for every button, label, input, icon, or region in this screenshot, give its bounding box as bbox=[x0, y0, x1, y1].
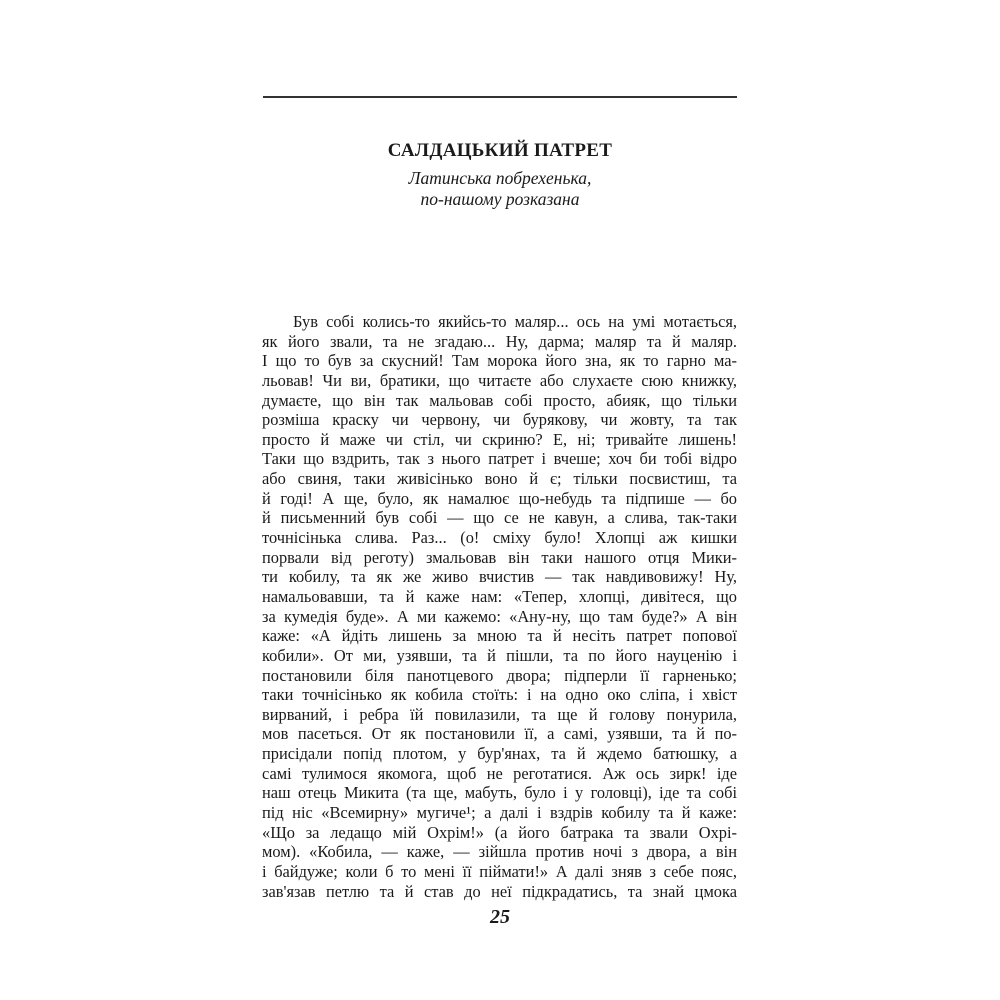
text-line: мов пасеться. От як постановили її, а самі, узявши, та й по- bbox=[262, 724, 737, 744]
text-line: намальовавши, та й каже нам: «Тепер, хлопці, дивітеся, що bbox=[262, 586, 737, 606]
header-rule bbox=[263, 96, 737, 98]
text-line: кобили». От ми, узявши, та й пішли, та по його науценію і bbox=[262, 645, 737, 665]
text-line: під ніс «Всемирну» мугиче¹; а далі і вздрів кобилу та й каже: bbox=[262, 803, 737, 823]
text-line: як його звали, та не згадаю... Ну, дарма; маляр та й маляр. bbox=[262, 331, 737, 351]
text-line: Таки що вздрить, так з нього патрет і вчеше; хоч би тобі відро bbox=[262, 449, 737, 469]
subtitle-line-2: по-нашому розказана bbox=[420, 189, 580, 209]
text-line: порвали від реготу) змальовав він таки нашого отця Мики- bbox=[262, 547, 737, 567]
text-line: й годі! А ще, було, як намалює що-небудь та підпише — бо bbox=[262, 488, 737, 508]
text-line: наш отець Микита (та ще, мабуть, було і у головці), іде та собі bbox=[262, 783, 737, 803]
text-line: вирваний, і ребра їй повилазили, та ще й голову понурила, bbox=[262, 704, 737, 724]
chapter-title: САЛДАЦЬКИЙ ПАТРЕТ bbox=[387, 140, 613, 161]
text-line: «Що за ледащо мій Охрім!» (а його батрака та звали Охрі- bbox=[262, 822, 737, 842]
text-line: таки точнісінько як кобила стоїть: і на одно око сліпа, і хвіст bbox=[262, 685, 737, 705]
text-line: мом). «Кобила, — каже, — зійшла против ночі з двора, а він bbox=[262, 842, 737, 862]
text-line: каже: «А йдіть лишень за мною та й несіть патрет попової bbox=[262, 626, 737, 646]
text-line: зав'язав петлю та й став до неї підкрадатись, та знай цмока bbox=[262, 881, 737, 901]
text-line: І що то був за скусний! Там морока його зна, як то гарно ма- bbox=[262, 351, 737, 371]
text-line: самі тулимося якомога, щоб не реготатися. Аж ось зирк! іде bbox=[262, 763, 737, 783]
text-line: просто й маже чи стіл, чи скриню? Е, ні; тривайте лишень! bbox=[262, 429, 737, 449]
text-line: ти кобилу, та як же живо вчистив — так навдивовижу! Ну, bbox=[262, 567, 737, 587]
body-text bbox=[262, 312, 737, 901]
subtitle-line-1: Латинська побрехенька, bbox=[408, 168, 592, 188]
text-line: або свиня, таки живісінько воно й є; тільки посвистиш, та bbox=[262, 469, 737, 489]
text-line: присідали попід плотом, у бур'янах, та й ждемо батюшку, а bbox=[262, 744, 737, 764]
text-line: розміша краску чи червону, чи бурякову, чи жовту, та так bbox=[262, 410, 737, 430]
text-line: і байдуже; коли б то мені її піймати!» А далі зняв з себе пояс, bbox=[262, 861, 737, 881]
text-line: льовав! Чи ви, братики, що читаєте або слухаєте сюю книжку, bbox=[262, 370, 737, 390]
text-line: й письменний був собі — що се не кавун, а слива, так-таки bbox=[262, 508, 737, 528]
text-line: точнісінька слива. Раз... (о! сміху було! Хлопці аж кишки bbox=[262, 528, 737, 548]
text-line: за кумедія буде». А ми кажемо: «Ану-ну, що там буде?» А він bbox=[262, 606, 737, 626]
page-number: 25 bbox=[490, 906, 510, 928]
text-line: думаєте, що він так мальовав собі просто, абияк, що тільки bbox=[262, 390, 737, 410]
text-line: постановили біля панотцевого двора; підперли її гарненько; bbox=[262, 665, 737, 685]
text-line: Був собі колись-то якийсь-то маляр... ось на умі мотається, bbox=[293, 312, 737, 331]
